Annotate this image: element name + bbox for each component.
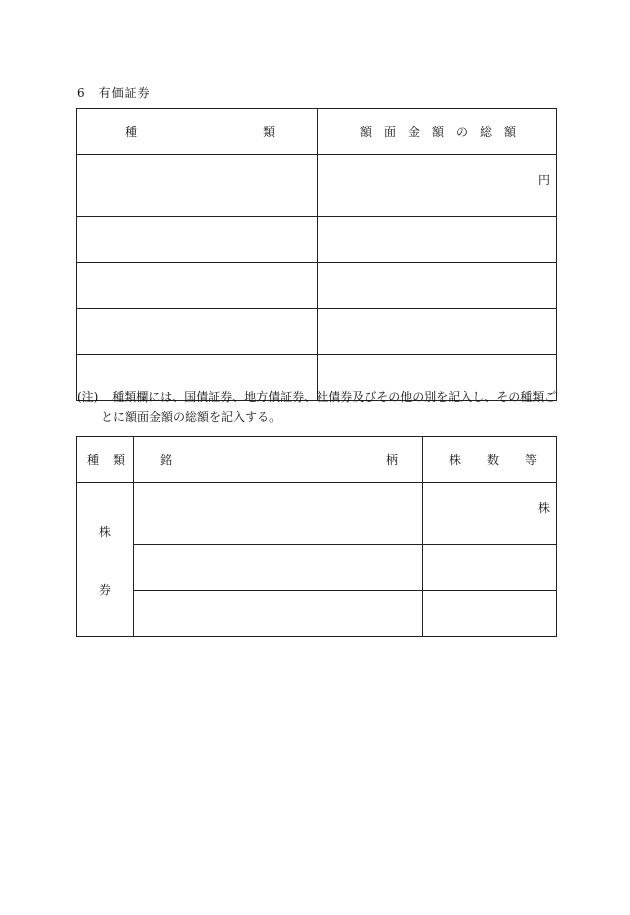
count-cell[interactable] [423, 591, 557, 637]
name-header: 銘 柄 [134, 437, 423, 483]
table-row [77, 483, 557, 545]
amount-header: 額 面 金 額 の 総 額 [318, 109, 557, 155]
table-header-row [77, 437, 557, 483]
type-header: 種 類 [77, 437, 134, 483]
table-row [77, 155, 557, 217]
section-heading: 6 有価証券 [77, 86, 151, 100]
amount-cell[interactable] [318, 217, 557, 263]
name-cell[interactable] [134, 483, 423, 545]
securities-table [76, 108, 557, 401]
count-cell[interactable] [423, 545, 557, 591]
footnote [77, 387, 557, 427]
amount-cell[interactable] [318, 155, 557, 217]
type-cell[interactable] [77, 309, 318, 355]
type-cell[interactable] [77, 155, 318, 217]
name-cell[interactable] [134, 545, 423, 591]
count-header: 株 数 等 [423, 437, 557, 483]
share-unit: 株 [537, 501, 550, 515]
category-char-2: 券 [98, 583, 111, 597]
table-header-row [77, 109, 557, 155]
category-cell [77, 483, 134, 637]
type-cell[interactable] [77, 263, 318, 309]
yen-unit: 円 [537, 173, 550, 187]
table-row [77, 309, 557, 355]
note-line-1: 種類欄には、国債証券、地方債証券、社債券及びその他の別を記入し、その種類ご [112, 390, 557, 404]
type-header: 種 類 [77, 109, 318, 155]
table-row [77, 591, 557, 637]
stocks-table [76, 436, 557, 637]
category-char-1: 株 [98, 525, 111, 539]
amount-cell[interactable] [318, 309, 557, 355]
name-cell[interactable] [134, 591, 423, 637]
table-row [77, 217, 557, 263]
table-row [77, 545, 557, 591]
note-prefix: (注) [77, 390, 99, 404]
amount-cell[interactable] [318, 263, 557, 309]
count-cell[interactable] [423, 483, 557, 545]
note-line-2: とに額面金額の総額を記入する。 [101, 410, 282, 424]
table-row [77, 263, 557, 309]
type-cell[interactable] [77, 217, 318, 263]
